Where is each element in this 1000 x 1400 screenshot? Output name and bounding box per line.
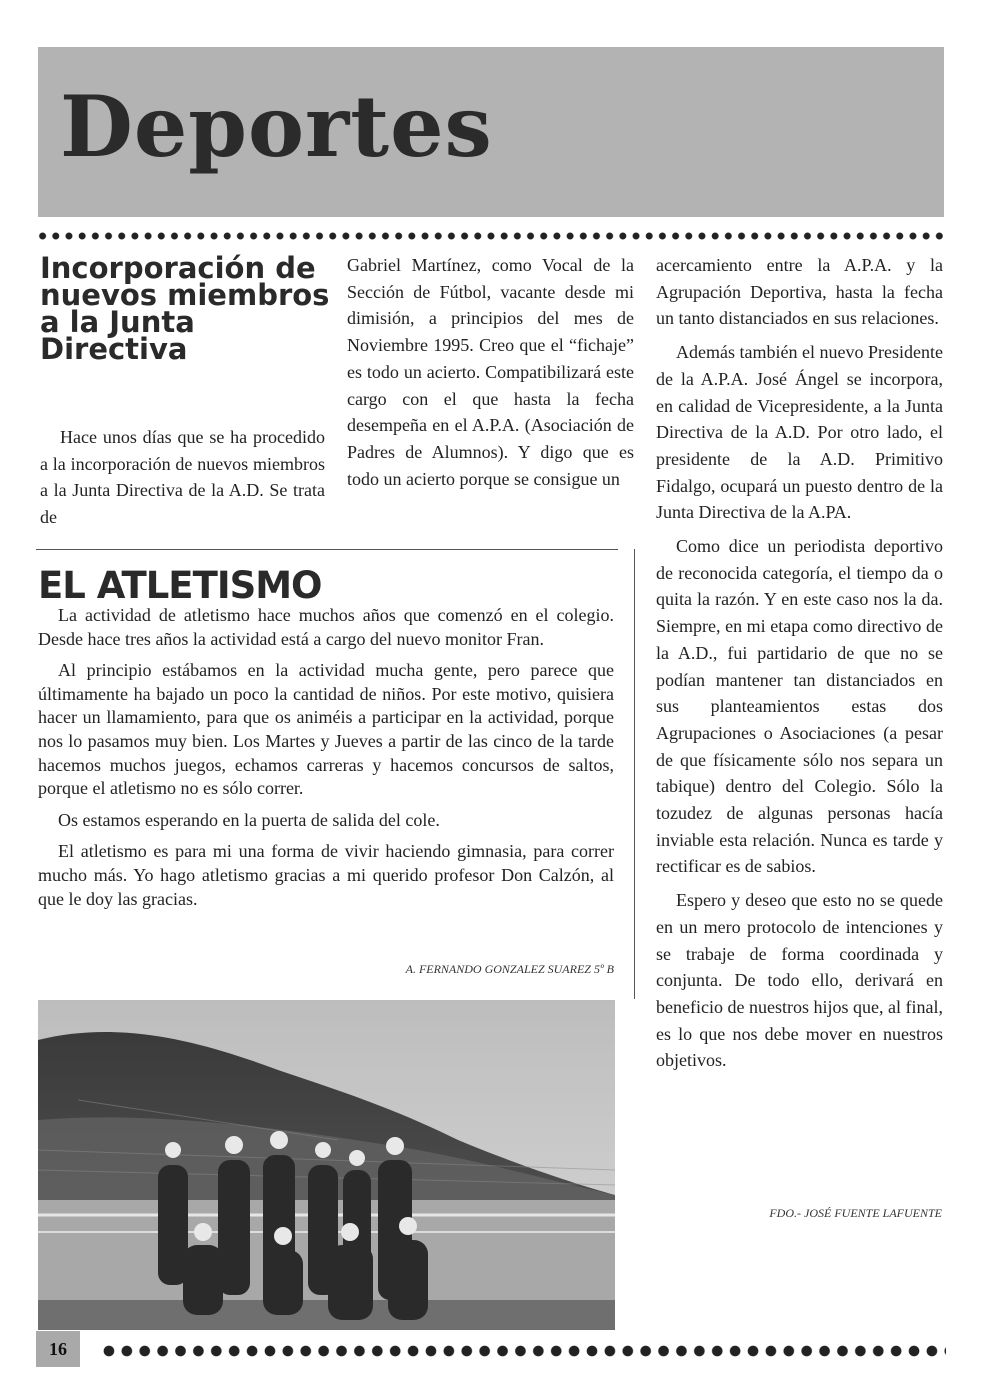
page-number: 16 [36,1331,80,1367]
article2-signature: A. FERNANDO GONZALEZ SUAREZ 5º B [405,962,614,976]
article1-col3-paragraph: Como dice un periodista deportivo de reconocida categoría, el tiempo da o quita la razón. Y en este caso nos la da. Siempre, en mi etapa como directivo de la A.D., fui partidario de que no se podían mantener tan distanciados en sus planteamientos estas dos Agrupaciones o Asociaciones (a pesar de que físicamente sólo nos separa un tabique) dentro del Colegio. Sólo la tozudez de algunas personas hacía inviable esta relación. Nunca es tarde y rectificar es de sabios. [656,536,943,877]
section-title: Deportes [60,77,493,176]
article2-paragraph: Al principio estábamos en la actividad mucha gente, pero parece que últimamente ha bajado un poco la cantidad de niños. Por este motivo, quisiera hacer un llamamiento, para que os animéis a participar en la actividad, porque nos lo pasamos muy bien. Los Martes y Jueves a partir de las cinco de la tarde hacemos muchos juegos, echamos carreras y hacemos concursos de saltos, porque el atletismo no es sólo correr. [38,660,614,799]
team-photo [38,1000,615,1330]
article1-col3-paragraph: Espero y deseo que esto no se quede en un mero protocolo de intenciones y se trabaje de forma coordinada y conjunta. De todo ello, derivará en beneficio de nuestros hijos que, al final, es lo que nos debe mover en nuestros objetivos. [656,890,943,1071]
article1-col2-paragraph: Gabriel Martínez, como Vocal de la Sección de Fútbol, vacante desde mi dimisión, a principios del mes de Noviembre 1995. Creo que el “fichaje” es todo un acierto. Compatibilizará este cargo con el que hasta la fecha desempeña en el A.P.A. (Asociación de Padres de Alumnos). Y digo que es todo un acierto porque se consigue un [347,255,634,489]
article1-column-3 [656,252,943,1081]
dotted-divider-top [36,229,948,243]
article2-paragraph: Os estamos esperando en la puerta de salida del cole. [58,809,440,830]
article1-col3-paragraph: Además también el nuevo Presidente de la A.P.A. José Ángel se incorpora, en calidad de Vicepresidente, a la Junta Directiva de la A.D. Por otro lado, el presidente de la A.D. Primitivo Fidalgo, ocupará un puesto dentro de la Junta Directiva de la A.PA. [656,342,943,523]
section-banner [38,47,944,217]
article1-column-1 [40,424,325,531]
article1-heading: Incorporación de nuevos miembros a la Junta Directiva [40,251,330,366]
article1-column-2 [347,252,634,492]
article2-paragraph: El atletismo es para mi una forma de vivir haciendo gimnasia, para correr mucho más. Yo hago atletismo gracias a mi querido profesor Don Calzón, al que le doy las gracias. [38,841,614,909]
article2-body [38,604,614,919]
horizontal-rule [36,549,618,550]
article2-paragraph: La actividad de atletismo hace muchos años que comenzó en el colegio. Desde hace tres años la actividad está a cargo del nuevo monitor Fran. [38,605,614,649]
article2-heading: EL ATLETISMO [38,564,322,607]
dotted-divider-bottom [100,1340,946,1362]
article1-signature: FDO.- JOSÉ FUENTE LAFUENTE [769,1206,942,1220]
article1-col1-paragraph: Hace unos días que se ha procedido a la incorporación de nuevos miembros a la Junta Directiva de la A.D. Se trata de [40,427,325,528]
vertical-rule [634,549,635,999]
article1-col3-paragraph: acercamiento entre la A.P.A. y la Agrupación Deportiva, hasta la fecha un tanto distanciados en sus relaciones. [656,255,943,329]
